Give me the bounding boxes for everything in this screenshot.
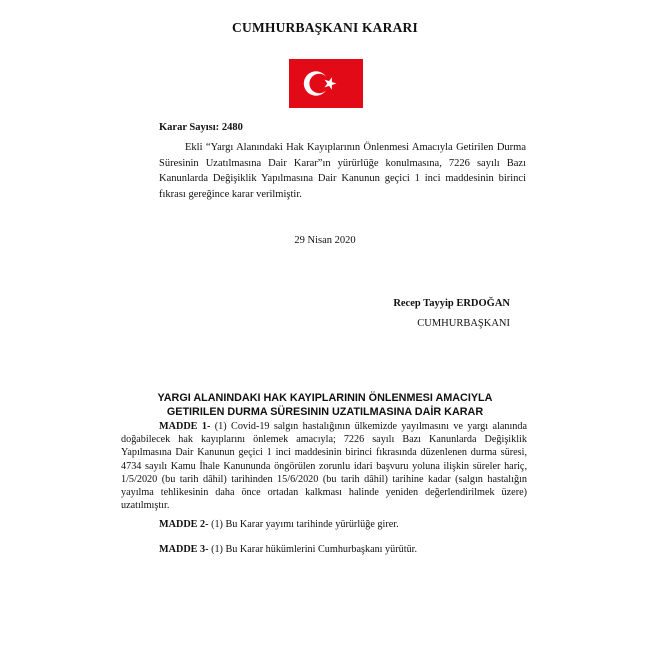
section-title bbox=[120, 391, 530, 419]
article-3-text: (1) Bu Karar hükümlerini Cumhurbaşkanı yürütür. bbox=[208, 544, 418, 555]
section-title-line-1: YARGI ALANINDAKI HAK KAYIPLARININ ÖNLENMESI AMACIYLA bbox=[157, 392, 493, 404]
decision-number-value: 2480 bbox=[221, 122, 243, 133]
document-title: CUMHURBAŞKANI KARARI bbox=[232, 20, 418, 35]
article-3-label: MADDE 3- bbox=[159, 544, 209, 555]
decision-number-label: Karar Sayısı: bbox=[159, 122, 220, 133]
decision-number bbox=[159, 122, 243, 133]
article-2 bbox=[121, 518, 527, 531]
article-1-text: (1) Covid-19 salgın hastalığının ülkemizde yayılmasını ve yargı alanında doğabilecek hak kayıplarını önlemek amacıyla; 7226 sayılı Bazı Kanunlarda Değişiklik Yapılmasına Dair Kanunun geçici 1 inci maddesinin birinci fıkrasında düzenlenen durma süresi, 4734 sayılı Kamu İhale Kanununda öngörülen zorunlu idari başvuru yoluna ilişkin süreler hariç, 1/5/2020 (bu tarih dâhil) tarihinden 15/6/2020 (bu tarih dâhil) tarihine kadar (salgın hastalığın yayılma tehlikesinin daha önce ortadan kalkması halinde yeniden değerlendirilmek üzere) uzatılmıştır. bbox=[121, 421, 528, 512]
signer-name: Recep Tayyip ERDOĞAN bbox=[393, 298, 510, 309]
section-title-line-2: GETIRILEN DURMA SÜRESININ UZATILMASINA DAİR KARAR bbox=[166, 406, 484, 418]
article-1 bbox=[121, 420, 527, 512]
article-2-text: (1) Bu Karar yayımı tarihinde yürürlüğe girer. bbox=[208, 519, 399, 530]
article-1-label: MADDE 1- bbox=[159, 421, 211, 432]
decision-intro-paragraph: Ekli “Yargı Alanındaki Hak Kayıplarının Önlenmesi Amacıyla Getirilen Durma Süresinin Uzatılmasına Dair Karar”ın yürürlüğe konulmasına, 7226 sayılı Bazı Kanunlarda Değişiklik Yapılmasına Dair Kanunun geçici 1 inci maddesinin birinci fıkrası gereğince karar verilmiştir. bbox=[159, 142, 526, 200]
article-2-label: MADDE 2- bbox=[159, 519, 209, 530]
article-3 bbox=[121, 543, 527, 556]
signer-title: CUMHURBAŞKANI bbox=[417, 318, 510, 329]
decision-date: 29 Nisan 2020 bbox=[294, 235, 356, 246]
turkish-flag-icon bbox=[289, 59, 363, 108]
